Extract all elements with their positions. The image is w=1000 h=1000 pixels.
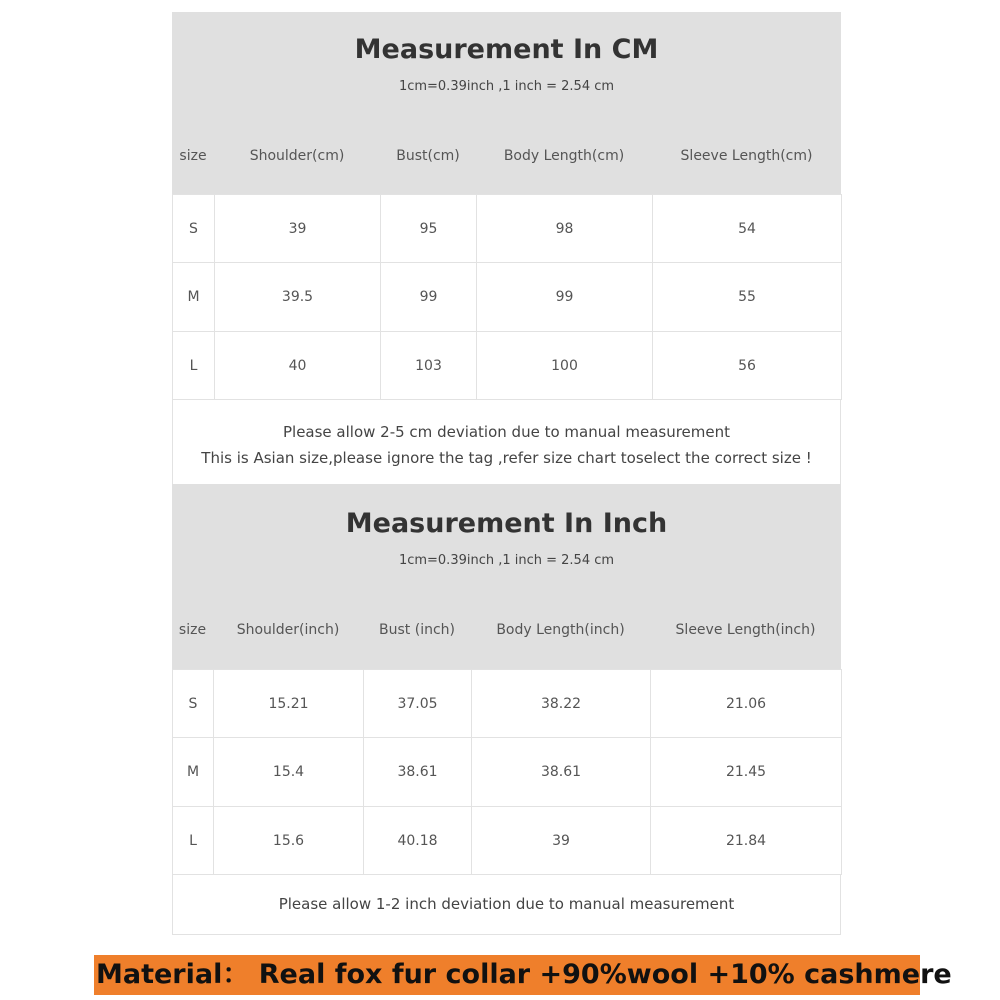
material-banner: Material： Real fox fur collar +90%wool +10% cashmere xyxy=(94,955,920,995)
inch-row-l-body-length: 39 xyxy=(472,807,651,875)
inch-row-l-shoulder: 15.6 xyxy=(214,807,364,875)
cm-size-table xyxy=(172,194,842,400)
inch-header-bust: Bust (inch) xyxy=(379,622,455,638)
cm-row-l-bust: 103 xyxy=(381,332,477,400)
cm-header-size: size xyxy=(179,148,207,164)
table-row xyxy=(173,195,842,263)
cm-row-m-size: M xyxy=(173,263,215,332)
inch-row-s-bust: 37.05 xyxy=(364,670,472,738)
table-row xyxy=(173,332,842,400)
inch-conversion-note: 1cm=0.39inch ,1 inch = 2.54 cm xyxy=(398,553,615,568)
cm-row-m-body-length: 99 xyxy=(477,263,653,332)
cm-deviation-text: Please allow 2-5 cm deviation due to manual measurement xyxy=(282,423,730,441)
inch-row-m-sleeve-length: 21.45 xyxy=(651,738,842,807)
inch-header-size: size xyxy=(178,622,207,638)
cm-row-l-body-length: 100 xyxy=(477,332,653,400)
cm-row-s-size: S xyxy=(173,195,215,263)
cm-header-shoulder: Shoulder(cm) xyxy=(249,148,345,164)
cm-header-sleeve-length: Sleeve Length(cm) xyxy=(680,148,813,164)
inch-row-m-shoulder: 15.4 xyxy=(214,738,364,807)
inch-size-table xyxy=(172,669,842,875)
inch-row-l-size: L xyxy=(173,807,214,875)
cm-deviation-note xyxy=(172,400,841,485)
cm-chart-header xyxy=(172,12,841,194)
cm-row-l-size: L xyxy=(173,332,215,400)
cm-size-chart xyxy=(172,12,841,485)
cm-row-s-shoulder: 39 xyxy=(215,195,381,263)
inch-row-m-body-length: 38.61 xyxy=(472,738,651,807)
inch-deviation-text: Please allow 1-2 inch deviation due to manual measurement xyxy=(278,895,735,913)
cm-row-s-bust: 95 xyxy=(381,195,477,263)
inch-chart-title: Measurement In Inch xyxy=(345,508,668,539)
cm-row-l-shoulder: 40 xyxy=(215,332,381,400)
cm-row-m-bust: 99 xyxy=(381,263,477,332)
asian-size-notice: This is Asian size,please ignore the tag ,refer size chart toselect the correct size ! xyxy=(201,449,812,467)
cm-chart-title: Measurement In CM xyxy=(354,34,659,65)
cm-conversion-note: 1cm=0.39inch ,1 inch = 2.54 cm xyxy=(398,79,615,94)
inch-row-s-shoulder: 15.21 xyxy=(214,670,364,738)
cm-header-body-length: Body Length(cm) xyxy=(503,148,625,164)
cm-row-l-sleeve-length: 56 xyxy=(653,332,842,400)
inch-header-sleeve-length: Sleeve Length(inch) xyxy=(675,622,816,638)
table-row xyxy=(173,738,842,807)
table-row xyxy=(173,263,842,332)
cm-header-bust: Bust(cm) xyxy=(396,148,460,164)
inch-row-m-bust: 38.61 xyxy=(364,738,472,807)
cm-row-s-sleeve-length: 54 xyxy=(653,195,842,263)
inch-row-l-sleeve-length: 21.84 xyxy=(651,807,842,875)
table-row xyxy=(173,807,842,875)
inch-row-l-bust: 40.18 xyxy=(364,807,472,875)
inch-chart-header xyxy=(172,484,841,669)
table-row xyxy=(173,670,842,738)
inch-header-body-length: Body Length(inch) xyxy=(496,622,625,638)
cm-row-m-sleeve-length: 55 xyxy=(653,263,842,332)
inch-size-chart xyxy=(172,484,841,935)
inch-row-s-sleeve-length: 21.06 xyxy=(651,670,842,738)
inch-row-s-size: S xyxy=(173,670,214,738)
inch-row-m-size: M xyxy=(173,738,214,807)
cm-row-m-shoulder: 39.5 xyxy=(215,263,381,332)
inch-header-shoulder: Shoulder(inch) xyxy=(236,622,340,638)
cm-row-s-body-length: 98 xyxy=(477,195,653,263)
inch-deviation-note xyxy=(172,875,841,935)
inch-row-s-body-length: 38.22 xyxy=(472,670,651,738)
